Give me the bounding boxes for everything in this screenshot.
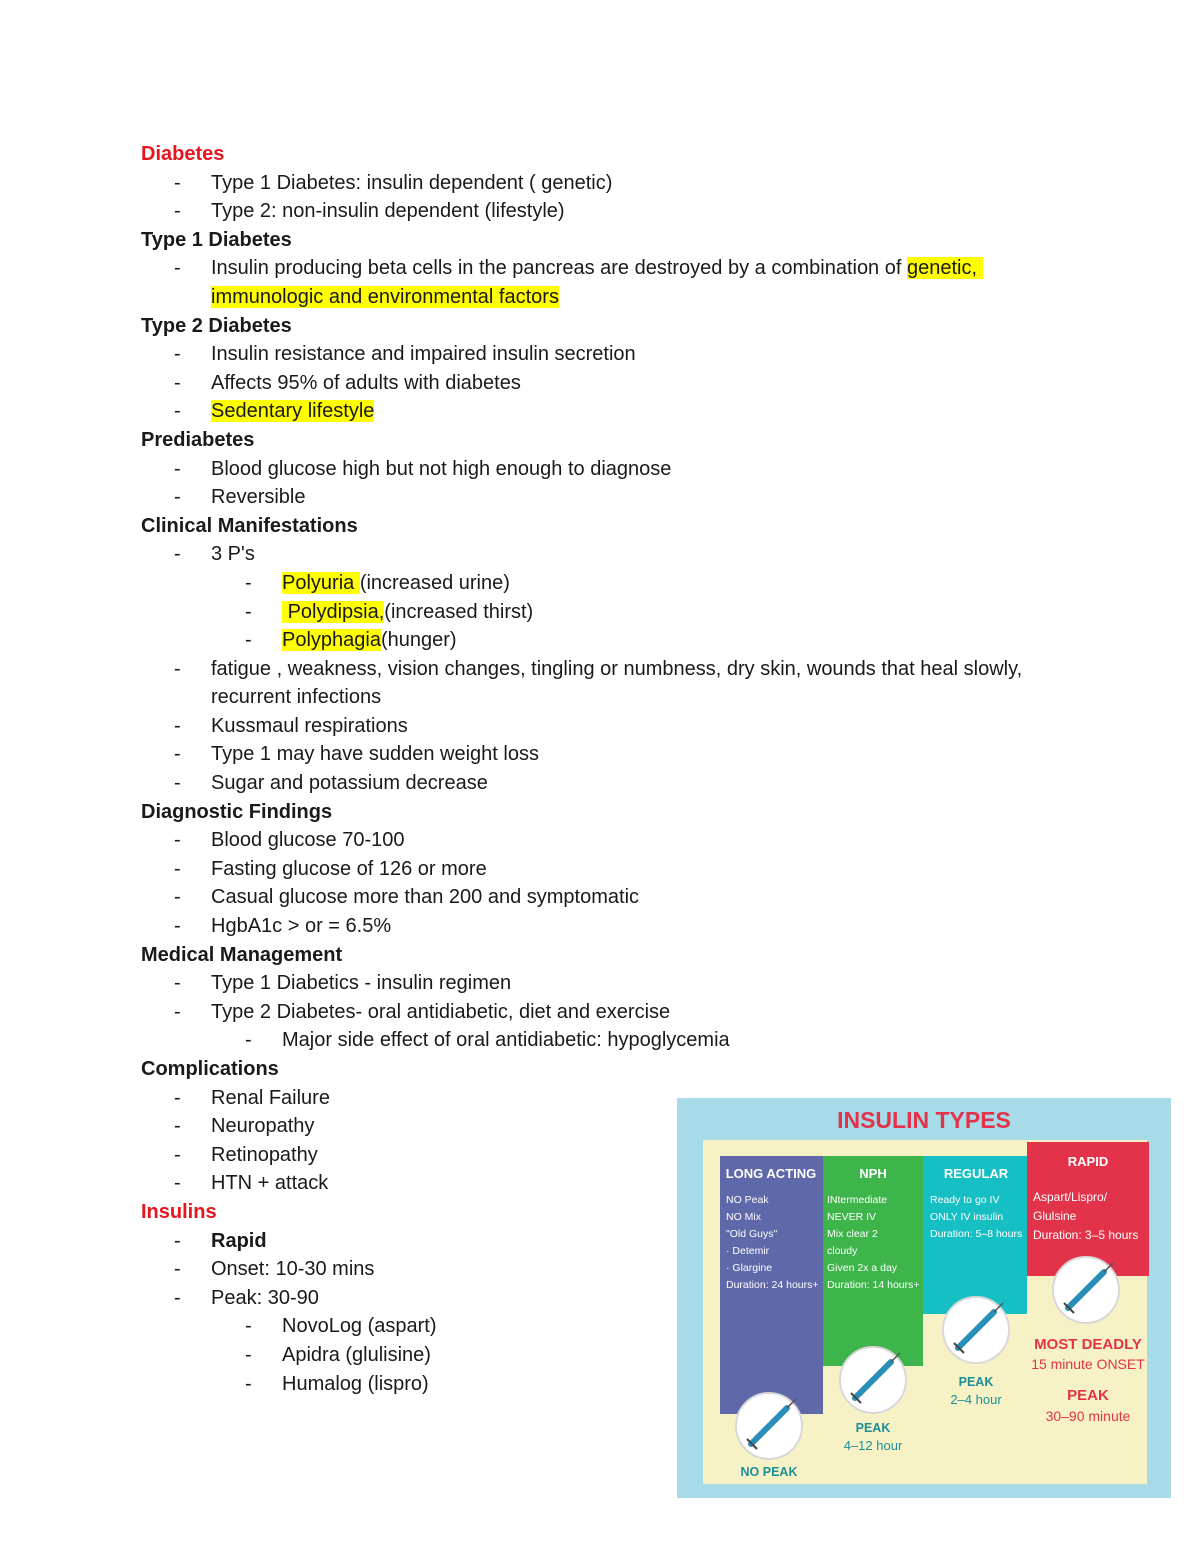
item-text: Type 2 Diabetes- oral antidiabetic, diet and exercise — [211, 1000, 671, 1023]
peak-label: PEAK — [958, 1375, 994, 1389]
sub-list-item — [141, 1026, 1061, 1055]
list-item — [141, 740, 1061, 769]
item-text: (increased urine) — [359, 571, 510, 594]
column-detail: Given 2x a day — [827, 1262, 898, 1274]
column-header: NPH — [859, 1166, 887, 1181]
bullet-dash: - — [174, 457, 181, 480]
onset-label: 15 minute ONSET — [1031, 1356, 1145, 1372]
item-text: (increased thirst) — [384, 600, 534, 623]
item-text: HTN + attack — [211, 1172, 329, 1195]
list-item — [141, 712, 1061, 741]
item-text: Kussmaul respirations — [211, 714, 408, 737]
list-item — [141, 169, 1061, 198]
list-item — [141, 769, 1061, 798]
sub-list-item — [141, 626, 1061, 655]
item-text: Humalog (lispro) — [282, 1372, 429, 1395]
bullet-dash: - — [174, 1115, 181, 1138]
peak-value: 4–12 hour — [843, 1438, 903, 1453]
column-detail: Duration: 3–5 hours — [1033, 1228, 1139, 1242]
item-text: NovoLog (aspart) — [282, 1315, 437, 1338]
item-text: Insulin producing beta cells in the pancreas are destroyed by a combination of — [211, 257, 907, 280]
bullet-dash: - — [174, 1229, 181, 1252]
bullet-dash: - — [174, 1172, 181, 1195]
column-detail: Glulsine — [1033, 1209, 1077, 1223]
highlighted-text: Polydipsia, — [282, 600, 385, 623]
item-text: Neuropathy — [211, 1115, 315, 1138]
bullet-dash: - — [245, 1372, 252, 1395]
infographic-title: INSULIN TYPES — [837, 1107, 1011, 1133]
item-text: Retinopathy — [211, 1143, 318, 1166]
bullet-dash: - — [174, 543, 181, 566]
bullet-dash: - — [174, 1086, 181, 1109]
peak-value: 30–90 minute — [1045, 1408, 1131, 1424]
bullet-dash: - — [174, 714, 181, 737]
list-item — [141, 655, 1061, 712]
column-detail: INtermediate — [827, 1194, 888, 1206]
bullet-dash: - — [174, 400, 181, 423]
peak-label: PEAK — [1067, 1387, 1109, 1404]
item-text: Type 1 Diabetes: insulin dependent ( genetic) — [211, 171, 613, 194]
list-item — [141, 455, 1061, 484]
sub-list-item — [141, 598, 1061, 627]
bullet-dash: - — [245, 1029, 252, 1052]
highlighted-text: genetic, immunologic and environmental factors — [211, 257, 983, 308]
column-detail: NO Mix — [726, 1211, 761, 1223]
column-detail: "Old Guys" — [726, 1228, 778, 1240]
bullet-dash: - — [174, 915, 181, 938]
item-text: Affects 95% of adults with diabetes — [211, 371, 521, 394]
bullet-dash: - — [174, 657, 181, 680]
item-text: Sugar and potassium decrease — [211, 772, 488, 795]
bullet-dash: - — [174, 257, 181, 280]
item-text: Type 1 Diabetics - insulin regimen — [211, 972, 512, 995]
bullet-dash: - — [245, 629, 252, 652]
list-item — [141, 483, 1061, 512]
bullet-dash: - — [174, 743, 181, 766]
peak-value: 2–4 hour — [950, 1392, 1002, 1407]
item-text: 3 P's — [211, 543, 255, 566]
section-heading: Diagnostic Findings — [141, 800, 333, 823]
column-detail: Mix clear 2 — [827, 1228, 878, 1240]
section-heading: Type 1 Diabetes — [141, 228, 292, 251]
column-detail: ONLY IV insulin — [930, 1211, 1004, 1223]
bullet-dash: - — [174, 1000, 181, 1023]
section-heading: Prediabetes — [141, 428, 255, 451]
bullet-dash: - — [174, 1258, 181, 1281]
list-item — [141, 397, 1061, 426]
peak-label: NO PEAK — [740, 1465, 798, 1479]
bullet-dash: - — [174, 886, 181, 909]
column-header: LONG ACTING — [725, 1166, 817, 1181]
sub-list-item — [141, 569, 1061, 598]
item-text: Blood glucose high but not high enough to diagnose — [211, 457, 672, 480]
bullet-dash: - — [245, 600, 252, 623]
bullet-dash: - — [174, 972, 181, 995]
list-item — [141, 998, 1061, 1027]
item-text: Rapid — [211, 1229, 267, 1252]
item-text: Blood glucose 70-100 — [211, 829, 405, 852]
column-nph — [823, 1156, 923, 1366]
item-text: Type 1 may have sudden weight loss — [211, 743, 539, 766]
highlighted-text: Polyuria — [282, 571, 360, 594]
bullet-dash: - — [174, 857, 181, 880]
column-detail: Duration: 24 hours+ — [726, 1279, 819, 1291]
item-text: Renal Failure — [211, 1086, 330, 1109]
section-heading: Insulins — [141, 1200, 217, 1223]
column-detail: Duration: 14 hours+ — [827, 1279, 920, 1291]
bullet-dash: - — [174, 343, 181, 366]
bullet-dash: - — [174, 772, 181, 795]
item-text: Major side effect of oral antidiabetic: hypoglycemia — [282, 1029, 730, 1052]
column-detail: cloudy — [827, 1245, 858, 1257]
column-detail: NO Peak — [726, 1194, 769, 1206]
list-item — [141, 912, 1061, 941]
bullet-dash: - — [245, 1315, 252, 1338]
infographic-canvas — [677, 1098, 1171, 1498]
bullet-dash: - — [174, 1286, 181, 1309]
list-item — [141, 855, 1061, 884]
item-text: (hunger) — [380, 629, 457, 652]
column-detail: · Glargine — [726, 1262, 773, 1274]
section-heading: Medical Management — [141, 943, 343, 966]
insulin-types-infographic — [677, 1098, 1171, 1498]
bullet-dash: - — [174, 371, 181, 394]
item-text: Onset: 10-30 mins — [211, 1258, 375, 1281]
bullet-dash: - — [174, 829, 181, 852]
bullet-dash: - — [245, 1343, 252, 1366]
bullet-dash: - — [174, 200, 181, 223]
column-detail: Ready to go IV — [930, 1194, 1000, 1206]
highlighted-text: Polyphagia — [282, 629, 381, 652]
bullet-dash: - — [174, 486, 181, 509]
item-text: Reversible — [211, 486, 306, 509]
item-text: Type 2: non-insulin dependent (lifestyle) — [211, 200, 565, 223]
item-text: Apidra (glulisine) — [282, 1343, 431, 1366]
bullet-dash: - — [174, 171, 181, 194]
column-detail: Duration: 5–8 hours — [930, 1228, 1023, 1240]
list-item — [141, 969, 1061, 998]
list-item — [141, 254, 1061, 311]
item-text: Fasting glucose of 126 or more — [211, 857, 487, 880]
column-detail: · Detemir — [726, 1245, 770, 1257]
section-heading: Type 2 Diabetes — [141, 314, 292, 337]
list-item — [141, 883, 1061, 912]
section-heading: Diabetes — [141, 143, 225, 165]
column-header: REGULAR — [943, 1166, 1009, 1181]
section-heading: Complications — [141, 1058, 279, 1080]
highlighted-text: Sedentary lifestyle — [211, 400, 375, 423]
list-item — [141, 197, 1061, 226]
bullet-dash: - — [174, 1143, 181, 1166]
list-item — [141, 369, 1061, 398]
column-detail: Aspart/Lispro/ — [1033, 1190, 1108, 1204]
list-item — [141, 540, 1061, 569]
peak-label: PEAK — [855, 1421, 891, 1435]
section-heading: Clinical Manifestations — [141, 514, 358, 537]
item-text: Insulin resistance and impaired insulin secretion — [211, 343, 636, 366]
bullet-dash: - — [245, 571, 252, 594]
item-text: fatigue , weakness, vision changes, tingling or numbness, dry skin, wounds that heal slowly, recurrent infections — [211, 657, 1028, 709]
column-detail: NEVER IV — [827, 1211, 877, 1223]
item-text: Casual glucose more than 200 and symptomatic — [211, 886, 640, 909]
item-text: Peak: 30-90 — [211, 1286, 319, 1309]
list-item — [141, 826, 1061, 855]
list-item — [141, 340, 1061, 369]
column-header: RAPID — [1067, 1154, 1109, 1169]
most-deadly-label: MOST DEADLY — [1034, 1336, 1142, 1353]
item-text: HgbA1c > or = 6.5% — [211, 915, 392, 938]
